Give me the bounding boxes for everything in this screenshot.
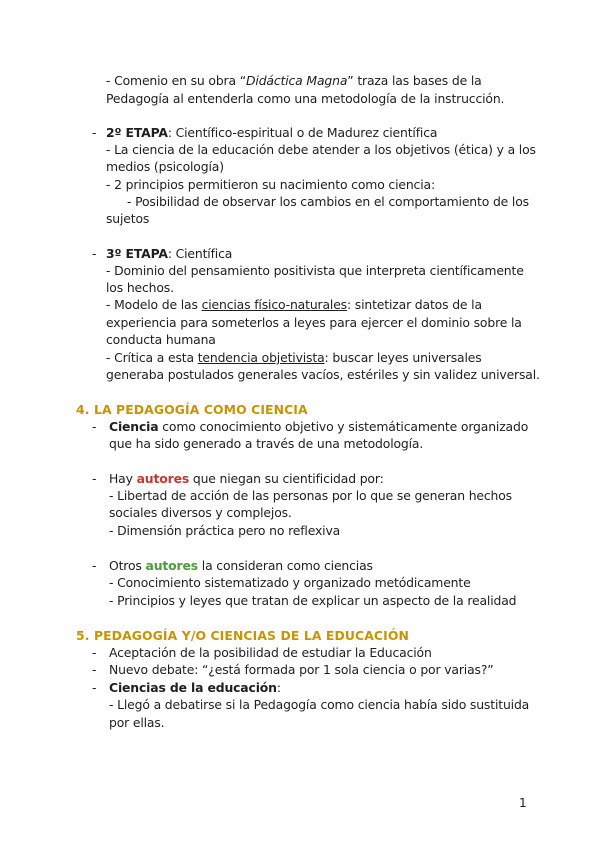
s4-text: que niegan su cientificidad por: [189,471,384,486]
etapa3-text: : sintetizar datos de la [346,297,482,312]
s5-bullet-3-line-2: - Llegó a debatirse si la Pedagogía como ciencia había sido sustituida [109,697,530,712]
s5-text: : [276,680,281,695]
etapa3-line-2: - Dominio del pensamiento positivista que interpreta científicamente [106,263,524,278]
etapa2-subtitle: : Científico-espiritual o de Madurez científica [167,125,438,140]
intro-line-1 [106,72,482,89]
bullet-dash: - [92,246,97,261]
term-ciencia: Ciencia [109,419,159,434]
underlined-term: ciencias físico-naturales [201,297,347,312]
etapa2-line-2: - La ciencia de la educación debe atender a los objetivos (ética) y a los [106,142,536,157]
etapa2-line-5: - Posibilidad de observar los cambios en el comportamiento de los [127,194,529,209]
etapa3-subtitle: : Científica [167,246,233,261]
bullet-dash: - [92,125,97,140]
s4-text: Otros [109,558,146,573]
section-4-heading: 4. LA PEDAGOGÍA COMO CIENCIA [76,402,308,417]
book-title: Didáctica Magna [246,73,348,88]
etapa3-line-6: conducta humana [106,332,216,347]
underlined-term: tendencia objetivista [197,350,325,365]
etapa3-text: - Modelo de las [106,297,202,312]
page-number: 1 [519,796,527,810]
s4-bullet-2-line-3: sociales diversos y complejos. [109,505,292,520]
s4-bullet-1-line-2: que ha sido generado a través de una metodología. [109,436,424,451]
s4-bullet-2-line-4: - Dimensión práctica pero no reflexiva [109,523,341,538]
s4-bullet-1 [109,418,528,435]
s5-bullet-2: Nuevo debate: “¿está formada por 1 sola ciencia o por varias?” [109,662,494,677]
s4-bullet-2-line-2: - Libertad de acción de las personas por lo que se generan hechos [109,488,512,503]
etapa2-title: 2º ETAPA [106,125,168,140]
s4-text: Hay [109,471,137,486]
highlight-autores-green: autores [145,558,198,573]
s4-bullet-2 [109,470,384,487]
etapa3-title: 3º ETAPA [106,246,168,261]
s5-bullet-3-line-3: por ellas. [109,715,165,730]
etapa2-title-line [106,124,437,141]
s4-bullet-3-line-3: - Principios y leyes que tratan de explicar un aspecto de la realidad [109,593,517,608]
etapa3-line-4 [106,296,482,313]
s5-bullet-1: Aceptación de la posibilidad de estudiar la Educación [109,645,432,660]
etapa3-line-5: experiencia para someterlos a leyes para ejercer el dominio sobre la [106,315,522,330]
s4-bullet-3-line-2: - Conocimiento sistematizado y organizado metódicamente [109,575,471,590]
bullet-dash: - [92,662,97,677]
bullet-dash: - [92,680,97,695]
s4-text: la consideran como ciencias [197,558,373,573]
bullet-dash: - [92,471,97,486]
s5-bullet-3 [109,679,281,696]
term-ciencias-educacion: Ciencias de la educación [109,680,277,695]
etapa2-line-3: medios (psicología) [106,159,224,174]
s4-bullet-3 [109,557,373,574]
s4-text: como conocimiento objetivo y sistemáticamente organizado [158,419,529,434]
intro-text: ” traza las bases de la [347,73,482,88]
etapa3-title-line [106,245,232,262]
etapa3-line-8: generaba postulados generales vacíos, estériles y sin validez universal. [106,367,540,382]
bullet-dash: - [92,558,97,573]
etapa3-text: - Crítica a esta [106,350,198,365]
intro-text: - Comenio en su obra “ [106,73,247,88]
highlight-autores-red: autores [136,471,190,486]
etapa3-line-7 [106,349,482,366]
etapa3-line-3: los hechos. [106,280,174,295]
intro-line-2: Pedagogía al entenderla como una metodología de la instrucción. [106,91,505,106]
bullet-dash: - [92,419,97,434]
etapa3-text: : buscar leyes universales [324,350,482,365]
etapa2-line-4: - 2 principios permitieron su nacimiento como ciencia: [106,177,435,192]
etapa2-line-6: sujetos [106,211,150,226]
section-5-heading: 5. PEDAGOGÍA Y/O CIENCIAS DE LA EDUCACIÓN [76,628,409,643]
bullet-dash: - [92,645,97,660]
